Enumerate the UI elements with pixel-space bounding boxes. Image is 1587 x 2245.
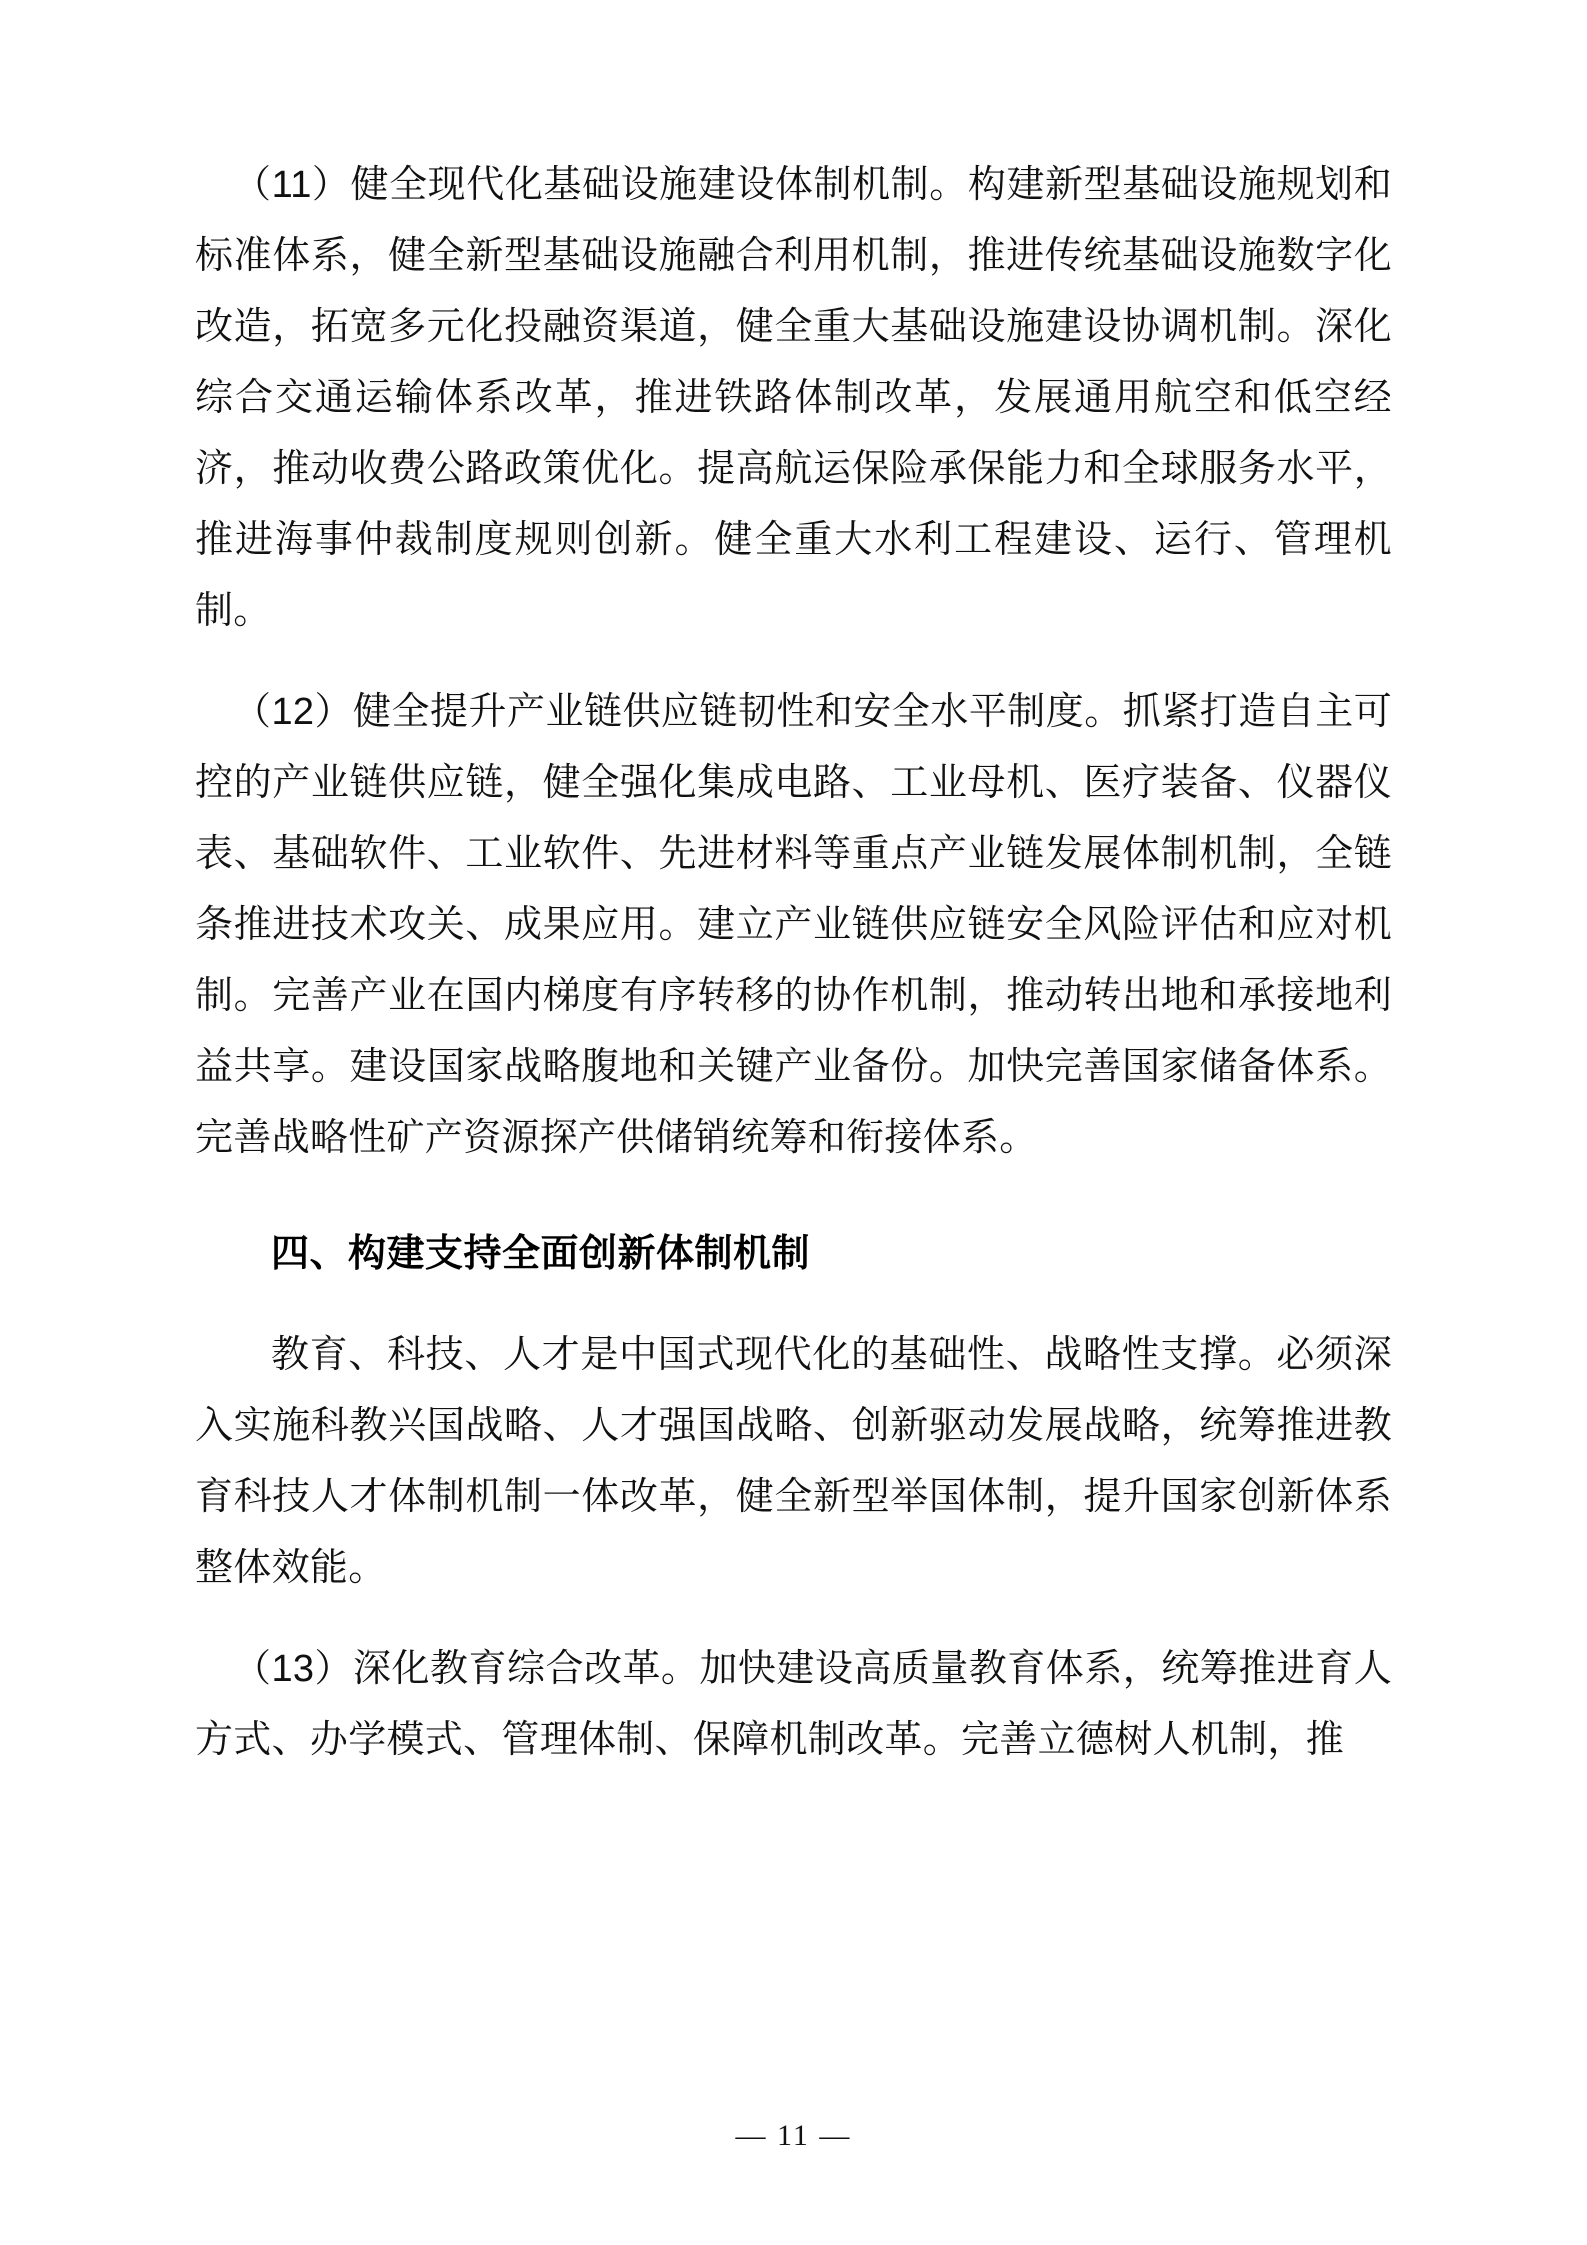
page-content	[195, 150, 1392, 1776]
paragraph-13: （13）深化教育综合改革。加快建设高质量教育体系，统筹推进育人方式、办学模式、管理体制、保障机制改革。完善立德树人机制，推	[195, 1648, 1392, 1761]
page-number: — 11 —	[735, 2119, 852, 2152]
paragraph-11: （11）健全现代化基础设施建设体制机制。构建新型基础设施规划和标准体系，健全新型基础设施融合利用机制，推进传统基础设施数字化改造，拓宽多元化投融资渠道，健全重大基础设施建设协调机制。深化综合交通运输体系改革，推进铁路体制改革，发展通用航空和低空经济，推动收费公路政策优化。提高航运保险承保能力和全球服务水平，推进海事仲裁制度规则创新。健全重大水利工程建设、运行、管理机制。	[195, 164, 1392, 632]
section-heading-four: 四、构建支持全面创新体制机制	[271, 1233, 811, 1275]
paragraph-12: （12）健全提升产业链供应链韧性和安全水平制度。抓紧打造自主可控的产业链供应链，健全强化集成电路、工业母机、医疗装备、仪器仪表、基础软件、工业软件、先进材料等重点产业链发展体制机制，全链条推进技术攻关、成果应用。建立产业链供应链安全风险评估和应对机制。完善产业在国内梯度有序转移的协作机制，推动转出地和承接地利益共享。建设国家战略腹地和关键产业备份。加快完善国家储备体系。完善战略性矿产资源探产供储销统筹和衔接体系。	[195, 691, 1392, 1159]
paragraph-section-four-intro: 教育、科技、人才是中国式现代化的基础性、战略性支撑。必须深入实施科教兴国战略、人才强国战略、创新驱动发展战略，统筹推进教育科技人才体制机制一体改革，健全新型举国体制，提升国家创新体系整体效能。	[195, 1334, 1392, 1589]
